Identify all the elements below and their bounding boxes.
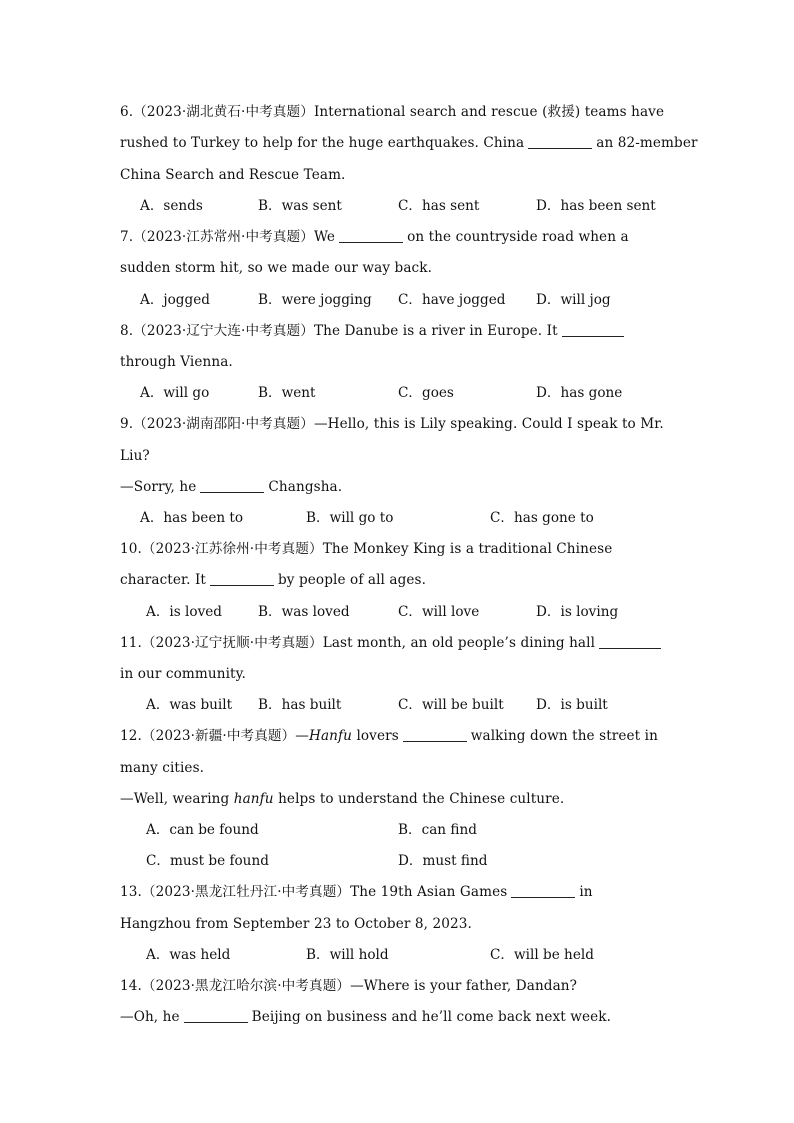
q6-text-a: rushed to Turkey to help for the huge earthquakes. China [120, 135, 525, 151]
question-13-line-1 [120, 883, 593, 901]
q9-text-b: Changsha. [268, 479, 343, 495]
q10-option-d: D．is loving [536, 604, 619, 620]
question-14-line-2 [120, 1008, 611, 1026]
question-11-line-2: in our community. [120, 666, 246, 682]
question-9-line-1: 9.（2023·湖南邵阳·中考真题）—Hello, this is Lily speaking. Could I speak to Mr. [120, 416, 664, 432]
q11-option-b: B．has built [258, 697, 342, 713]
q12-option-d: D．must find [398, 853, 488, 869]
answer-blank [528, 135, 592, 149]
answer-blank [511, 884, 575, 898]
question-8-line-2: through Vienna. [120, 354, 233, 370]
q6-option-d: D．has been sent [536, 198, 656, 214]
answer-blank [562, 323, 624, 337]
question-12-line-2: many cities. [120, 760, 205, 776]
q9-option-a: A．has been to [140, 510, 244, 526]
q8-option-d: D．has gone [536, 385, 623, 401]
question-10-line-2 [120, 571, 426, 589]
q13-option-c: C．will be held [490, 947, 594, 963]
question-7-line-2: sudden storm hit, so we made our way back. [120, 260, 433, 276]
q13-text-b: in [579, 884, 593, 900]
question-7-line-1 [120, 228, 629, 246]
q14-text-b: Beijing on business and he’ll come back next week. [251, 1009, 612, 1025]
q6-option-b: B．was sent [258, 198, 342, 214]
q9-option-c: C．has gone to [490, 510, 594, 526]
q7-option-a: A．jogged [140, 292, 210, 308]
q12-option-c: C．must be found [146, 853, 269, 869]
question-12-line-1 [120, 727, 658, 745]
question-8-line-1 [120, 322, 628, 340]
question-6-line-2 [120, 134, 698, 152]
q9-option-b: B．will go to [306, 510, 394, 526]
q12-hanfu-italic: Hanfu [309, 728, 353, 744]
q10-text-b: by people of all ages. [277, 572, 427, 588]
q13-option-a: A．was held [146, 947, 231, 963]
question-6-line-1: 6.（2023·湖北黄石·中考真题）International search and rescue (救援) teams have [120, 104, 665, 120]
answer-blank [339, 229, 403, 243]
q12-option-a: A．can be found [146, 822, 259, 838]
q8-text-a: 8.（2023·辽宁大连·中考真题）The Danube is a river in Europe. It [120, 323, 558, 339]
q8-option-a: A．will go [140, 385, 210, 401]
q11-option-c: C．will be built [398, 697, 504, 713]
q7-text-a: 7.（2023·江苏常州·中考真题）We [120, 229, 336, 245]
q7-option-d: D．will jog [536, 292, 611, 308]
q6-option-c: C．has sent [398, 198, 480, 214]
q10-option-c: C．will love [398, 604, 480, 620]
answer-blank [200, 479, 264, 493]
q7-option-c: C．have jogged [398, 292, 506, 308]
q12-text-c: walking down the street in [470, 728, 658, 744]
question-11-line-1 [120, 634, 665, 652]
q12-text-a: 12.（2023·新疆·中考真题）— [120, 728, 309, 744]
question-13-line-2: Hangzhou from September 23 to October 8, 2023. [120, 916, 472, 932]
q13-text-a: 13.（2023·黑龙江牡丹江·中考真题）The 19th Asian Games [120, 884, 508, 900]
q12-option-b: B．can find [398, 822, 477, 838]
answer-blank [403, 728, 467, 742]
question-9-line-3 [120, 478, 342, 496]
q14-text-a: —Oh, he [120, 1009, 180, 1025]
q12-text-b: lovers [356, 728, 399, 744]
q6-option-a: A．sends [140, 198, 203, 214]
answer-blank [184, 1009, 248, 1023]
q8-option-b: B．went [258, 385, 316, 401]
q7-text-b: on the countryside road when a [407, 229, 629, 245]
q6-text-b: an 82-member [596, 135, 698, 151]
q11-option-a: A．was built [146, 697, 233, 713]
q11-text-a: 11.（2023·辽宁抚顺·中考真题）Last month, an old people’s dining hall [120, 635, 596, 651]
q12-hanfu-italic-2: hanfu [233, 791, 274, 807]
question-12-line-3 [120, 790, 564, 808]
q10-text-a: character. It [120, 572, 206, 588]
answer-blank [599, 635, 661, 649]
q11-option-d: D．is built [536, 697, 608, 713]
question-14-line-1: 14.（2023·黑龙江哈尔滨·中考真题）—Where is your father, Dandan? [120, 978, 578, 994]
q10-option-b: B．was loved [258, 604, 350, 620]
q12-text-d: —Well, wearing [120, 791, 230, 807]
q9-text-a: —Sorry, he [120, 479, 197, 495]
question-6-line-3: China Search and Rescue Team. [120, 167, 346, 183]
q8-option-c: C．goes [398, 385, 454, 401]
q7-option-b: B．were jogging [258, 292, 372, 308]
question-10-line-1: 10.（2023·江苏徐州·中考真题）The Monkey King is a traditional Chinese [120, 541, 613, 557]
question-9-line-2: Liu? [120, 448, 150, 464]
q10-option-a: A．is loved [146, 604, 223, 620]
q12-text-e: helps to understand the Chinese culture. [278, 791, 565, 807]
q13-option-b: B．will hold [306, 947, 389, 963]
answer-blank [210, 572, 274, 586]
